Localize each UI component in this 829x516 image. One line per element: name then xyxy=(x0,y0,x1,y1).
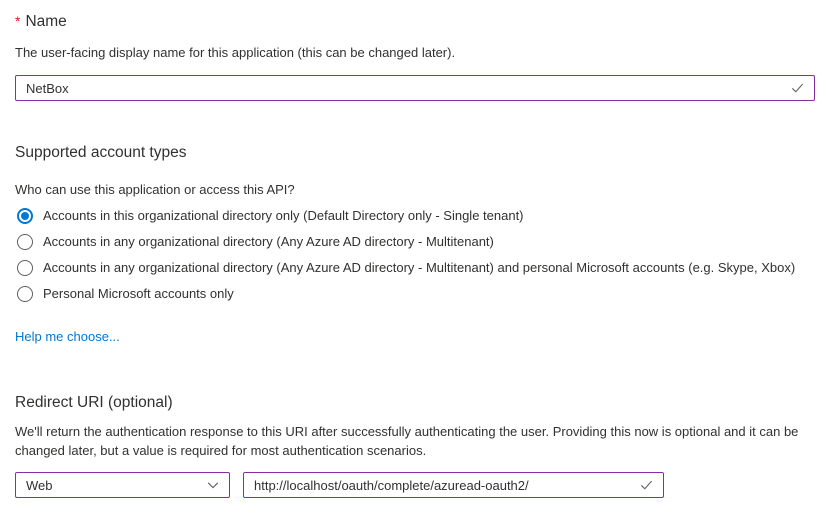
radio-option-label: Personal Microsoft accounts only xyxy=(43,286,234,301)
name-label: Name xyxy=(25,13,67,30)
redirect-uri-heading: Redirect URI (optional) xyxy=(15,394,173,411)
platform-select-value: Web xyxy=(26,477,53,493)
name-input[interactable] xyxy=(15,75,815,101)
required-asterisk: * xyxy=(15,13,21,29)
radio-option-multitenant[interactable] xyxy=(15,229,815,255)
radio-button-icon[interactable] xyxy=(17,208,33,224)
redirect-uri-input[interactable] xyxy=(243,472,664,498)
redirect-uri-input-container xyxy=(243,472,664,498)
radio-option-multitenant-personal[interactable] xyxy=(15,255,815,281)
redirect-uri-row xyxy=(15,472,815,498)
radio-button-icon[interactable] xyxy=(17,234,33,250)
radio-button-icon[interactable] xyxy=(17,286,33,302)
radio-option-label: Accounts in this organizational directory only (Default Directory only - Single tenant) xyxy=(43,208,524,223)
name-description: The user-facing display name for this application (this can be changed later). xyxy=(15,45,456,60)
radio-button-icon[interactable] xyxy=(17,260,33,276)
help-me-choose-link[interactable]: Help me choose... xyxy=(15,329,120,344)
account-types-question: Who can use this application or access this API? xyxy=(15,182,295,197)
radio-option-label: Accounts in any organizational directory (Any Azure AD directory - Multitenant) xyxy=(43,234,494,249)
chevron-down-icon xyxy=(206,478,220,492)
radio-option-single-tenant[interactable] xyxy=(15,203,815,229)
radio-option-personal-only[interactable] xyxy=(15,281,815,307)
platform-select[interactable] xyxy=(15,472,230,498)
name-section-heading xyxy=(15,11,815,32)
name-input-container xyxy=(15,75,815,101)
account-types-radio-group xyxy=(15,203,815,307)
redirect-uri-description: We'll return the authentication response to this URI after successfully authenticating the user. Providing this now is optional and it can be changed later, but a value is required for most authentication scenarios. xyxy=(15,424,799,458)
radio-option-label: Accounts in any organizational directory (Any Azure AD directory - Multitenant) and personal Microsoft accounts (e.g. Skype, Xbox) xyxy=(43,260,796,275)
supported-account-types-heading: Supported account types xyxy=(15,144,187,161)
